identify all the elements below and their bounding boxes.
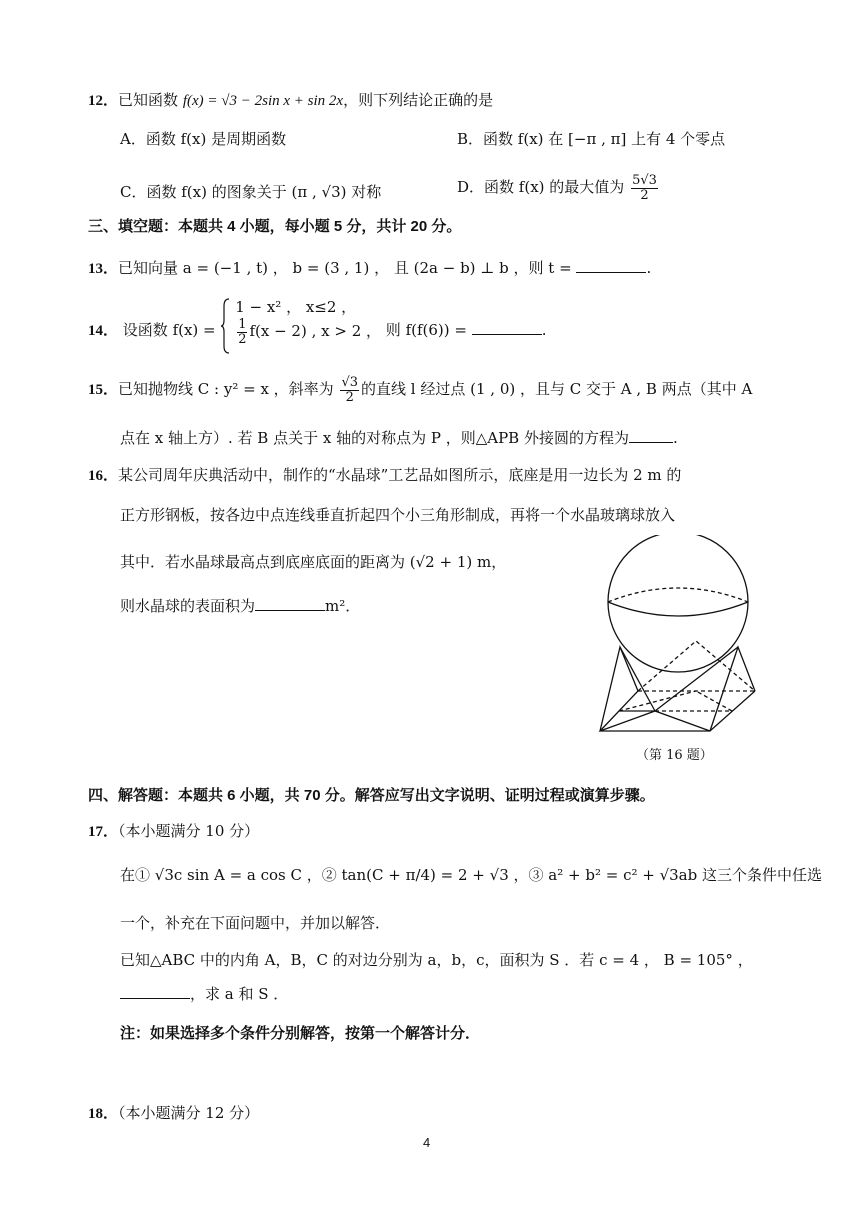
q12-option-d [457,174,660,202]
question-number: 15． [88,382,119,399]
crystal-ball-figure [590,535,770,740]
q17-note: 注：如果选择多个条件分别解答，按第一个解答计分． [120,1024,481,1042]
q13-end: . [646,259,652,277]
answer-blank[interactable] [255,596,325,611]
q15-line-2-text: 点在 x 轴上方）. 若 B 点关于 x 轴的对称点为 P ，则△APB 外接圆的方程为 [120,429,629,447]
answer-blank[interactable] [629,428,673,443]
q14-stem: 设函数 f(x) = [122,321,216,339]
fold-left [600,647,638,731]
q12-function: f(x) = √3 − 2sin x + sin 2x [182,93,344,109]
answer-blank[interactable] [120,984,190,999]
sphere-equator-back [608,588,748,602]
fraction-denominator: 2 [238,331,247,347]
answer-blank[interactable] [576,258,646,273]
midline-4 [696,691,732,711]
q17-header [88,822,259,841]
page-number: 4 [423,1135,431,1150]
question-number: 16． [88,468,119,484]
brace-icon [220,298,230,354]
question-number: 12． [88,93,119,109]
figure-caption: （第 16 题） [636,748,713,763]
q15-line-1 [88,376,752,404]
q13 [88,258,651,278]
question-number: 14． [88,323,119,339]
q14-tail [386,321,547,339]
section-3-heading: 三、填空题：本题共 4 小题，每小题 5 分，共计 20 分。 [88,218,462,235]
q16-line-4-b: m²． [325,597,361,615]
q16-line-2: 正方形钢板，按各边中点连线垂直折起四个小三角形制成，再将一个水晶玻璃球放入 [120,506,676,524]
fraction-denominator: 2 [640,187,649,203]
q17-line-2: 一个，补充在下面问题中，并加以解答． [120,914,391,932]
q17-line-4 [120,984,288,1003]
q15-line-1-b: 的直线 l 经过点 (1 , 0) ，且与 C 交于 A , B 两点（其中 A [361,380,753,399]
q15-end: . [672,429,678,447]
q16-line-4-a: 则水晶球的表面积为 [120,597,256,615]
q12-option-c: C．函数 f(x) 的图象关于 (π , √3) 对称 [120,183,382,201]
q16-line-1-text: 某公司周年庆典活动中，制作的“水晶球”工艺品如图所示，底座是用一边长为 2 m 的 [118,466,682,484]
question-number: 13． [88,261,119,277]
q14-tail-text: 则 f(f(6)) = [385,321,467,339]
q14 [88,298,547,354]
q12-stem-b: ，则下列结论正确的是 [343,91,494,109]
q17-line-3: 已知△ABC 中的内角 A，B，C 的对边分别为 a，b，c，面积为 S ．若 c = 4 ， B = 105° ， [120,951,753,969]
q14-case-2 [235,318,381,346]
q17-line-4-text: ，求 a 和 S ． [190,985,289,1003]
q12-stem [88,91,493,110]
midline-3 [619,691,696,711]
q12-option-a: A．函数 f(x) 是周期函数 [120,130,287,148]
q16-line-1 [88,466,681,485]
q15-line-1-a: 已知抛物线 C : y² = x ，斜率为 [118,380,334,399]
q14-end: . [541,321,547,339]
q14-cases [235,298,381,346]
q18-header [88,1104,259,1123]
question-number: 18． [88,1106,119,1122]
q12-option-b: B．函数 f(x) 在 [−π , π] 上有 4 个零点 [457,130,726,148]
support-line-1 [620,647,655,711]
question-number: 17． [88,824,119,840]
q16-line-3: 其中．若水晶球最高点到底座底面的距离为 (√2 + 1) m， [120,553,507,571]
q15-slope-fraction [340,376,359,404]
fraction-numerator: √3 [341,375,359,390]
fraction-numerator: 1 [238,317,247,332]
q12-stem-a: 已知函数 [118,91,179,109]
fraction-denominator: 2 [345,389,354,405]
q14-case-2-fraction [237,318,247,346]
q16-line-4 [120,596,360,615]
q17-score: （本小题满分 10 分） [118,822,260,840]
support-line-2 [655,647,738,711]
q13-text: 已知向量 a = (−1 , t) ， b = (3 , 1) ， 且 (2a − b) ⊥ b ，则 t = [118,259,572,277]
answer-blank[interactable] [472,320,542,335]
q15-line-2 [120,428,678,447]
q17-conditions: 在① √3c sin A = a cos C ，② tan(C + π/4) = 2 + √3 ，③ a² + b² = c² + √3ab 这三个条件中任选 [120,866,822,884]
section-4-heading: 四、解答题：本题共 6 小题，共 70 分。解答应写出文字说明、证明过程或演算步骤。 [88,787,655,804]
sphere-equator-front [608,602,748,616]
q14-case-2-rest: f(x − 2) , x > 2 ， [249,322,382,341]
q12-option-d-fraction [631,174,658,202]
sphere-outline [608,535,748,672]
q18-score: （本小题满分 12 分） [118,1104,260,1122]
fraction-numerator: 5√3 [632,173,657,188]
q14-case-1: 1 − x² ， x≤2 ， [235,298,357,316]
q12-option-d-text: D．函数 f(x) 的最大值为 [457,178,625,197]
